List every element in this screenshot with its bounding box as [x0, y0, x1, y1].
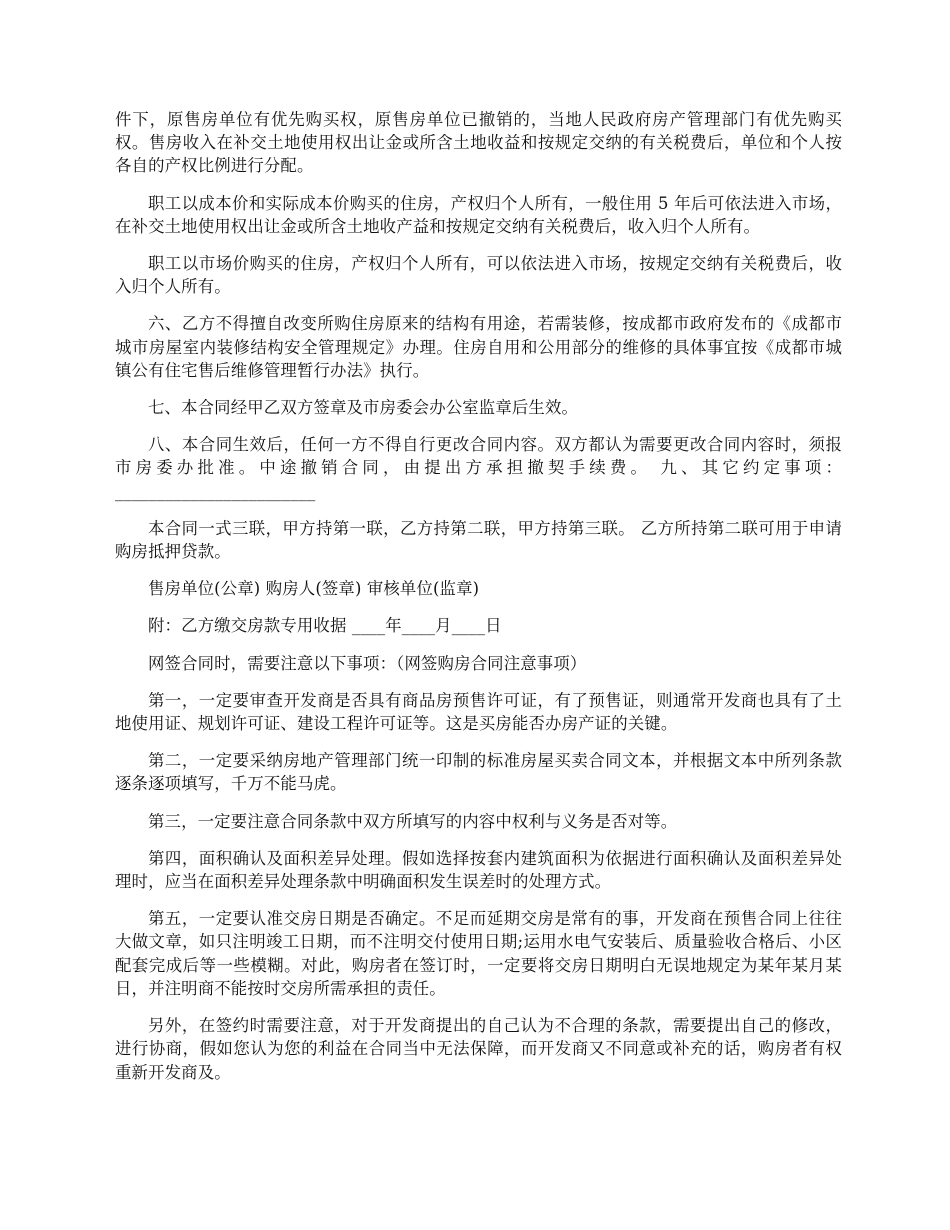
paragraph-clause-8-9: 八、本合同生效后，任何一方不得自行更改合同内容。双方都认为需要更改合同内容时，须报市房委办批准。中途撤销合同，由提出方承担撤契手续费。 九、其它约定事项：________________________	[115, 435, 842, 501]
paragraph-clause-7: 七、本合同经甲乙双方签章及市房委会办公室监章后生效。	[148, 398, 579, 418]
paragraph-cost-price-housing: 职工以成本价和实际成本价购买的住房，产权归个人所有，一般住用 5 年后可依法进入市场，在补交土地使用权出让金或所含土地收产益和按规定交纳有关税费后，收入归个人所有。	[115, 193, 842, 236]
paragraph-market-price-housing: 职工以市场价购买的住房，产权归个人所有，可以依法进入市场，按规定交纳有关税费后，收入归个人所有。	[115, 254, 842, 297]
paragraph-note-3: 第三，一定要注意合同条款中双方所填写的内容中权利与义务是否对等。	[148, 811, 678, 831]
paragraph-other-notes: 另外，在签约时需要注意，对于开发商提出的自己认为不合理的条款，需要提出自己的修改，进行协商，假如您认为您的利益在合同当中无法保障，而开发商又不同意或补充的话，购房者有权重新开发商及。	[115, 1016, 842, 1082]
paragraph-note-5: 第五，一定要认准交房日期是否确定。不足而延期交房是常有的事，开发商在预售合同上往往大做文章，如只注明竣工日期，而不注明交付使用日期;运用水电气安装后、质量验收合格后、小区配套完成后等一些模糊。对此，购房者在签订时，一定要将交房日期明白无误地规定为某年某月某日，并注明商不能按时交房所需承担的责任。	[115, 909, 842, 998]
paragraph-note-2: 第二，一定要采纳房地产管理部门统一印制的标准房屋买卖合同文本，并根据文本中所列条款逐条逐项填写，千万不能马虎。	[115, 751, 842, 794]
paragraph-copies: 本合同一式三联，甲方持第一联，乙方持第二联，甲方持第三联。 乙方所持第二联可用于申请购房抵押贷款。	[115, 518, 842, 562]
paragraph-continuation: 件下，原售房单位有优先购买权，原售房单位已撤销的，当地人民政府房产管理部门有优先购买权。售房收入在补交土地使用权出让金或所含土地收益和按规定交纳的有关税费后，单位和个人按各自的产权比例进行分配。	[115, 110, 842, 176]
paragraph-note-4: 第四，面积确认及面积差异处理。假如选择按套内建筑面积为依据进行面积确认及面积差异处理时，应当在面积差异处理条款中明确面积发生误差时的处理方式。	[115, 848, 842, 892]
paragraph-receipt-date: 附：乙方缴交房款专用收据 ____年____月____日	[148, 616, 502, 636]
paragraph-clause-6: 六、乙方不得擅自改变所购住房原来的结构有用途，若需装修，按成都市政府发布的《成都市城市房屋室内装修结构安全管理规定》办理。住房自用和公用部分的维修的具体事宜按《成都市城镇公有住宅售后维修管理暂行办法》执行。	[115, 314, 842, 380]
paragraph-signatures: 售房单位(公章) 购房人(签章) 审核单位(监章)	[148, 579, 480, 599]
paragraph-notes-heading: 网签合同时，需要注意以下事项：（网签购房合同注意事项）	[148, 653, 587, 673]
paragraph-note-1: 第一，一定要审查开发商是否具有商品房预售许可证，有了预售证，则通常开发商也具有了土地使用证、规划许可证、建设工程许可证等。这是买房能否办房产证的关键。	[115, 690, 842, 734]
